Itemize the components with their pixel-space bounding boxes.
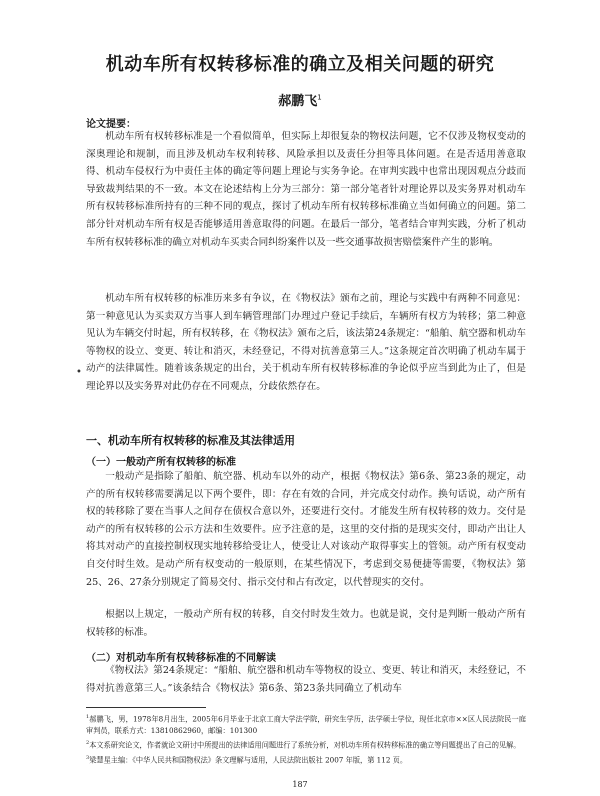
- author-note-mark: 1: [317, 93, 322, 102]
- footnote-1: $^1$郝鹏飞，男，1978年8月出生，2005年6月毕业于北京工商大学法学院，研究生学历，法学硕士学位，现任北京市××区人民法院民一庭审判员，联系方式：13810862960，邮编：101300: [86, 714, 526, 736]
- body-paragraph-2: 根据以上规定，一般动产所有权的转移，自交付时发生效力。也就是说，交付是判断一般动产所有权转移的标准。: [86, 609, 526, 638]
- abstract-label: 论文提要：: [86, 119, 136, 130]
- paper-title: 机动车所有权转移标准的确立及相关问题的研究: [105, 54, 495, 75]
- footnotes: [86, 711, 526, 766]
- body-paragraph-1: 一般动产是指除了船舶、航空器、机动车以外的动产，根据《物权法》第6条、第23条的规定，动产的所有权转移需要满足以下两个要件，即：存在有效的合同，并完成交付动作。换句话说，动产所有权的转移除了要在当事人之间存在债权合意以外，还要进行交付。才能发生所有权转移的效力。交付是动产的所有权转移的公示方法和生效要件。应予注意的是，这里的交付指的是现实交付，即动产出让人将其对动产的直接控制权现实地转移给受让人，使受让人对该动产取得事实上的管领。动产所有权变动自交付时生效。是动产所有权变动的一般原则，在某些情况下，考虑到交易便捷等需要，《物权法》第25、26、27条分别规定了简易交付、指示交付和占有改定，以代替现实的交付。: [86, 471, 526, 588]
- intro-paragraph: 机动车所有权转移的标准历来多有争议，在《物权法》颁布之前，理论与实践中有两种不同意见：第一种意见认为买卖双方当事人到车辆管理部门办理过户登记手续后，车辆所有权方为转移；第二种意见认为车辆交付时起，所有权转移，在《物权法》颁布之后，该法第24条规定：“船舶、航空器和机动车等物权的设立、变更、转让和消灭，未经登记，不得对抗善意第三人。”这条规定首次明确了机动车属于动产的法律属性。随着该条规定的出台，关于机动车所有权转移标准的争论似乎应当到此为止了，但是理论界以及实务界对此仍存在不同观点，分歧依然存在。: [86, 293, 526, 392]
- author-name: 郝鹏飞: [278, 94, 318, 109]
- footnote-3: $^3$梁慧星主编：《中华人民共和国物权法》条文理解与适用，人民法院出版社 2007 年版，第 112 页。: [86, 754, 408, 765]
- body-paragraph-3: 《物权法》第24条规定：“船舶、航空器和机动车等物权的设立、变更、转让和消灭，未经登记，不得对抗善意第三人。”该条结合《物权法》第6条、第23条共同确立了机动车: [86, 665, 526, 694]
- page-number: 187: [292, 780, 308, 789]
- footnote-2: $^2$本文系研究论文，作者就论文研讨中所提出的法律适用问题进行了系统分析，对机动车所有权转移标准的确立等问题提出了自己的见解。: [86, 740, 521, 750]
- subsection-heading-1: （一）一般动产所有权转移的标准: [86, 457, 236, 468]
- footnote-divider: [86, 707, 206, 708]
- subsection-heading-2: （二）对机动车所有权转移标准的不同解读: [86, 653, 276, 664]
- author-line: [0, 90, 600, 109]
- section-heading-1: 一、机动车所有权转移的标准及其法律适用: [86, 434, 295, 447]
- abstract-paragraph: 机动车所有权转移标准是一个看似简单，但实际上却很复杂的物权法问题，它不仅涉及物权变动的深奥理论和规制，而且涉及机动车权利转移、风险承担以及责任分担等具体问题。在是否适用善意取得、机动车侵权行为中责任主体的确定等问题上理论与实务争论。在审判实践中也常出现因观点分歧而导致裁判结果的不一致。本文在论述结构上分为三部分：第一部分笔者针对理论界以及实务界对机动车所有权转移标准所持有的三种不同的观点，探讨了机动车所有权转移标准确立当如何确立的问题。第二部分针对机动车所有权是否能够适用善意取得的问题。在最后一部分，笔者结合审判实践，分析了机动车所有权转移标准的确立对机动车买卖合同纠纷案件以及一些交通事故损害赔偿案件产生的影响。: [86, 131, 526, 248]
- margin-mark: •: [76, 367, 82, 378]
